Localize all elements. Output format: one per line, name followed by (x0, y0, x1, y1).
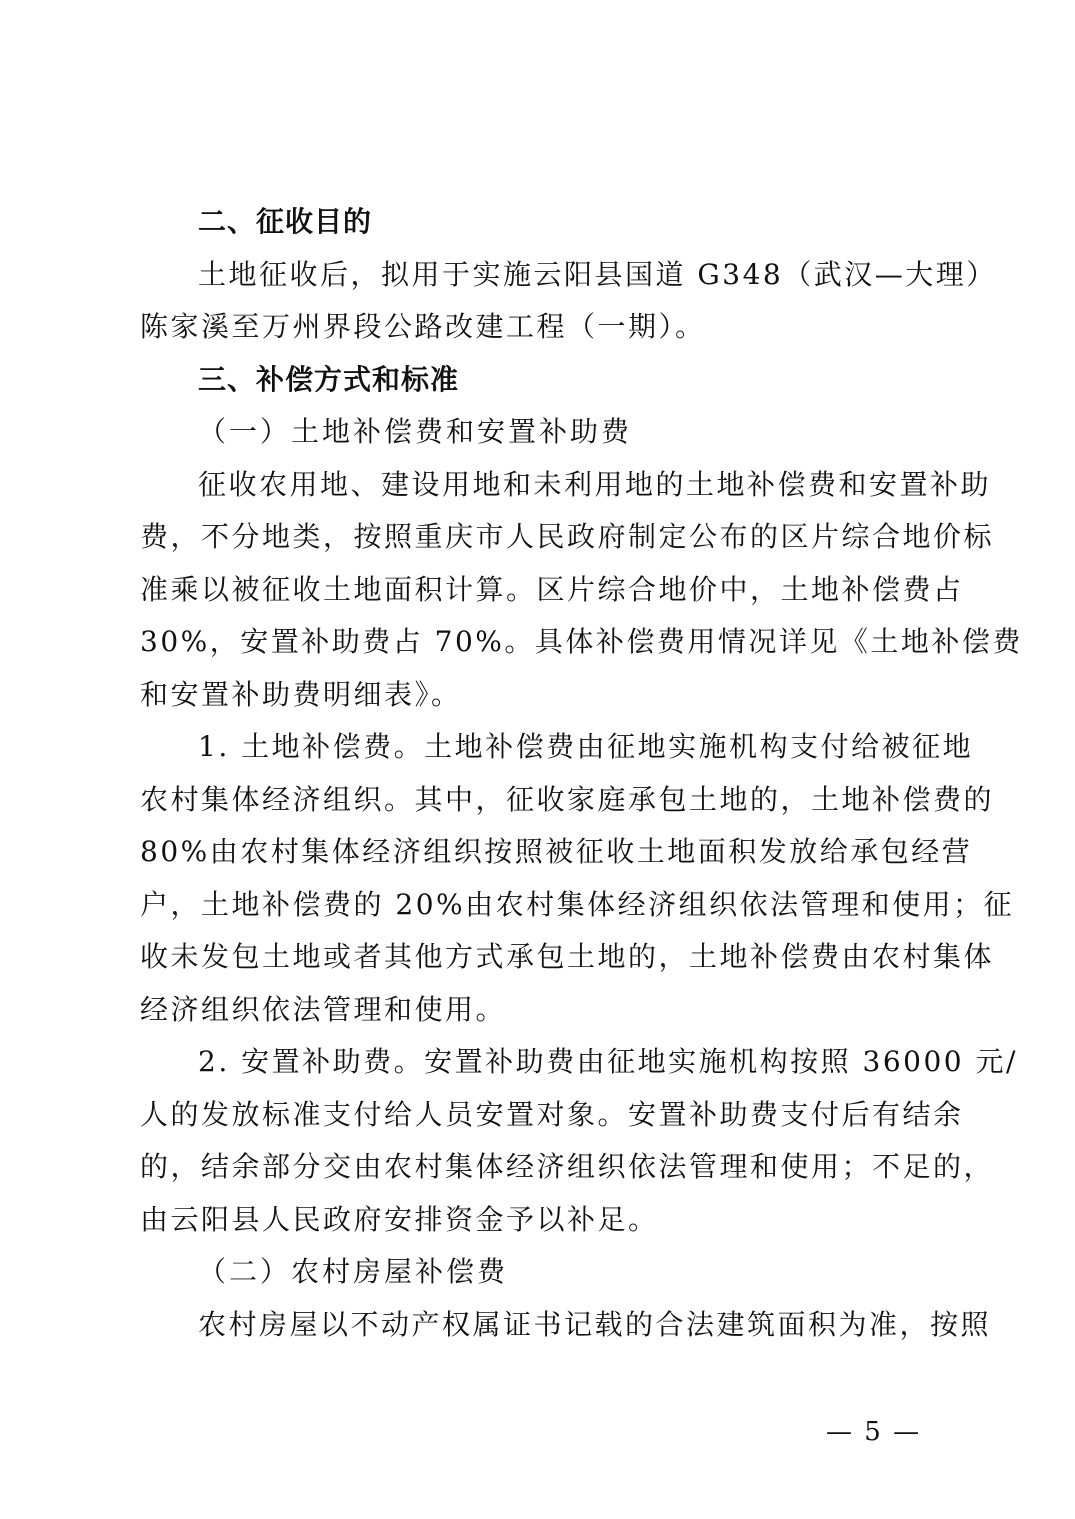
paragraph-line: 陈家溪至万州界段公路改建工程（一期）。 (140, 310, 706, 343)
section-2-heading: 二、征收目的 (198, 205, 373, 238)
subsection-1-heading: （一）土地补偿费和安置补助费 (198, 415, 633, 448)
paragraph-line: 30%，安置补助费占 70%。具体补偿费用情况详见《土地补偿费 (140, 625, 1023, 658)
list-item-1-line: 经济组织依法管理和使用。 (140, 992, 507, 1026)
list-item-2-line: 人的发放标准支付给人员安置对象。安置补助费支付后有结余 (140, 1097, 964, 1131)
page-number: — 5 — (826, 1417, 922, 1447)
paragraph-line: 和安置补助费明细表》。 (140, 677, 462, 711)
list-item-2-line: 由云阳县人民政府安排资金予以补足。 (140, 1202, 659, 1236)
paragraph-line: 准乘以被征收土地面积计算。区片综合地价中，土地补偿费占 (140, 572, 964, 606)
paragraph-line: 农村房屋以不动产权属证书记载的合法建筑面积为准，按照 (198, 1307, 992, 1341)
document-body (140, 196, 1023, 1351)
list-item-2-line: 的，结余部分交由农村集体经济组织依法管理和使用；不足的， (140, 1150, 995, 1183)
list-item-1-line: 1. 土地补偿费。土地补偿费由征地实施机构支付给被征地 (198, 730, 974, 763)
paragraph-line: 征收农用地、建设用地和未利用地的土地补偿费和安置补助 (198, 467, 992, 501)
subsection-2-heading: （二）农村房屋补偿费 (198, 1255, 509, 1288)
list-item-1-line: 80%由农村集体经济组织按照被征收土地面积发放给承包经营 (140, 835, 973, 868)
paragraph-line: 土地征收后，拟用于实施云阳县国道 G348（武汉—大理） (198, 257, 997, 291)
list-item-1-line: 农村集体经济组织。其中，征收家庭承包土地的，土地补偿费的 (140, 782, 995, 816)
list-item-2-line: 2. 安置补助费。安置补助费由征地实施机构按照 36000 元/ (198, 1045, 1018, 1078)
section-3-heading: 三、补偿方式和标准 (198, 362, 460, 396)
list-item-1-line: 户，土地补偿费的 20%由农村集体经济组织依法管理和使用；征 (140, 887, 1015, 921)
list-item-1-line: 收未发包土地或者其他方式承包土地的，土地补偿费由农村集体 (140, 940, 995, 973)
paragraph-line: 费，不分地类，按照重庆市人民政府制定公布的区片综合地价标 (140, 520, 995, 553)
